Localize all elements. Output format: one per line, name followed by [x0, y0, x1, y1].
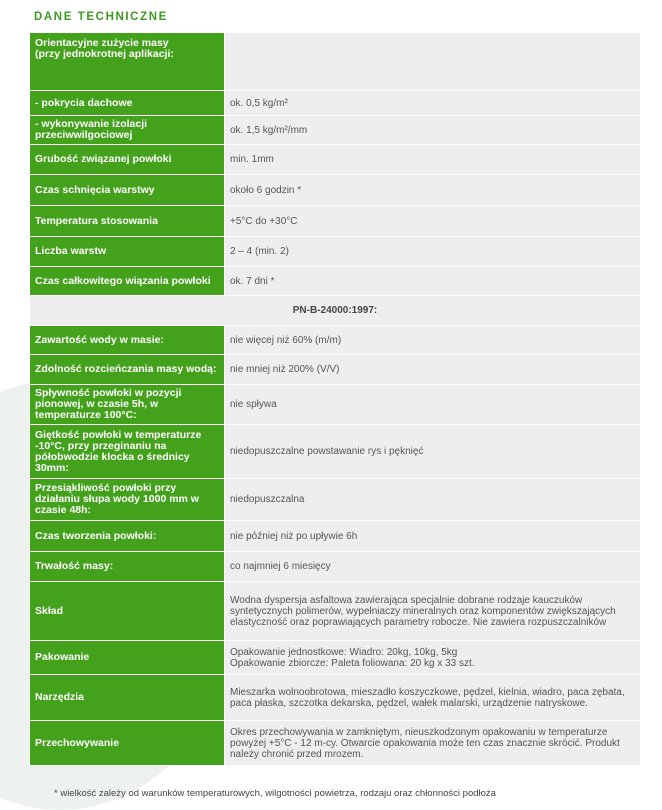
row-value: Mieszarka wolnoobrotowa, mieszadło koszyczkowe, pędzel, kielnia, wiadro, paca zębata, paca płaska, szczotka dekarska, pędzel, wałek malarski, urządzenie natryskowe. [225, 675, 641, 721]
table-row [30, 479, 641, 521]
row-value: 2 – 4 (min. 2) [225, 237, 641, 267]
row-value: około 6 godzin * [225, 175, 641, 206]
row-value-line: Opakowanie zbiorcze: Paleta foliowana: 20 kg x 33 szt. [230, 657, 475, 669]
row-value: min. 1mm [225, 145, 641, 175]
row-label: Temperatura stosowania [30, 206, 225, 237]
row-label: Czas tworzenia powłoki: [30, 521, 225, 552]
row-value: ok. 7 dni * [225, 267, 641, 296]
row-label: Liczba warstw [30, 237, 225, 267]
table-row [30, 145, 641, 175]
table-row [30, 206, 641, 237]
row-value: co najmniej 6 miesięcy [225, 552, 641, 582]
row-label: - wykonywanie izolacji przeciwwilgociowej [30, 116, 225, 145]
technical-data-table [29, 32, 641, 766]
row-value: Wodna dyspersja asfaltowa zawierająca specjalnie dobrane rodzaje kauczuków syntetycznych polimerów, wypełniaczy mineralnych oraz komponentów zwiększających elastyczność oraz poprawiających parametry robocze. Nie zawiera rozpuszczalników [225, 582, 641, 641]
row-value: ok. 1,5 kg/m²/mm [225, 116, 641, 145]
row-label [30, 33, 225, 91]
footnote: * wielkość zależy od warunków temperaturowych, wilgotności powietrza, rodzaju oraz chłonności podłoża [54, 788, 496, 799]
table-row [30, 116, 641, 145]
norm-heading: PN-B-24000:1997: [30, 296, 641, 326]
row-value-line: Opakowanie jednostkowe: Wiadro: 20kg, 10kg, 5kg [230, 646, 458, 658]
table-row [30, 33, 641, 91]
table-row [30, 675, 641, 721]
table-row [30, 582, 641, 641]
row-label: Przesiąkliwość powłoki przy działaniu słupa wody 1000 mm w czasie 48h: [30, 479, 225, 521]
table-row [30, 425, 641, 479]
table-row [30, 641, 641, 675]
table-row [30, 175, 641, 206]
row-value: niedopuszczalna [225, 479, 641, 521]
row-value [225, 641, 641, 675]
row-label: Narzędzia [30, 675, 225, 721]
table-row [30, 91, 641, 116]
row-value [225, 33, 641, 91]
row-value: niedopuszczalne powstawanie rys i pęknięć [225, 425, 641, 479]
row-value: ok. 0,5 kg/m² [225, 91, 641, 116]
row-label: Zawartość wody w masie: [30, 326, 225, 355]
row-label: Giętkość powłoki w temperaturze -10°C, przy przeginaniu na półobwodzie klocka o średnicy 30mm: [30, 425, 225, 479]
row-label: Trwałość masy: [30, 552, 225, 582]
row-label: Przechowywanie [30, 721, 225, 766]
row-label: Grubość związanej powłoki [30, 145, 225, 175]
row-label-line: Orientacyjne zużycie masy [35, 37, 169, 49]
table-row [30, 385, 641, 425]
row-value: +5°C do +30°C [225, 206, 641, 237]
row-value: nie więcej niż 60% (m/m) [225, 326, 641, 355]
row-value: nie mniej niż 200% (V/V) [225, 355, 641, 385]
row-label: Skład [30, 582, 225, 641]
row-label: Czas schnięcia warstwy [30, 175, 225, 206]
row-label: Zdolność rozcieńczania masy wodą: [30, 355, 225, 385]
row-value: nie spływa [225, 385, 641, 425]
row-label: Pakowanie [30, 641, 225, 675]
row-value: Okres przechowywania w zamkniętym, nieuszkodzonym opakowaniu w temperaturze powyżej +5°C - 12 m-cy. Otwarcie opakowania może ten czas znacznie skrócić. Produkt należy chronić przed mrozem. [225, 721, 641, 766]
row-value: nie później niż po upływie 6h [225, 521, 641, 552]
table-row [30, 552, 641, 582]
page-title: DANE TECHNICZNE [34, 11, 168, 23]
table-row [30, 326, 641, 355]
table-row [30, 355, 641, 385]
table-row [30, 267, 641, 296]
row-label-line: (przy jednokrotnej aplikacji: [35, 48, 174, 60]
table-row [30, 296, 641, 326]
table-row [30, 721, 641, 766]
row-label: - pokrycia dachowe [30, 91, 225, 116]
table-row [30, 237, 641, 267]
table-row [30, 521, 641, 552]
row-label: Spływność powłoki w pozycji pionowej, w czasie 5h, w temperaturze 100°C: [30, 385, 225, 425]
row-label: Czas całkowitego wiązania powłoki [30, 267, 225, 296]
